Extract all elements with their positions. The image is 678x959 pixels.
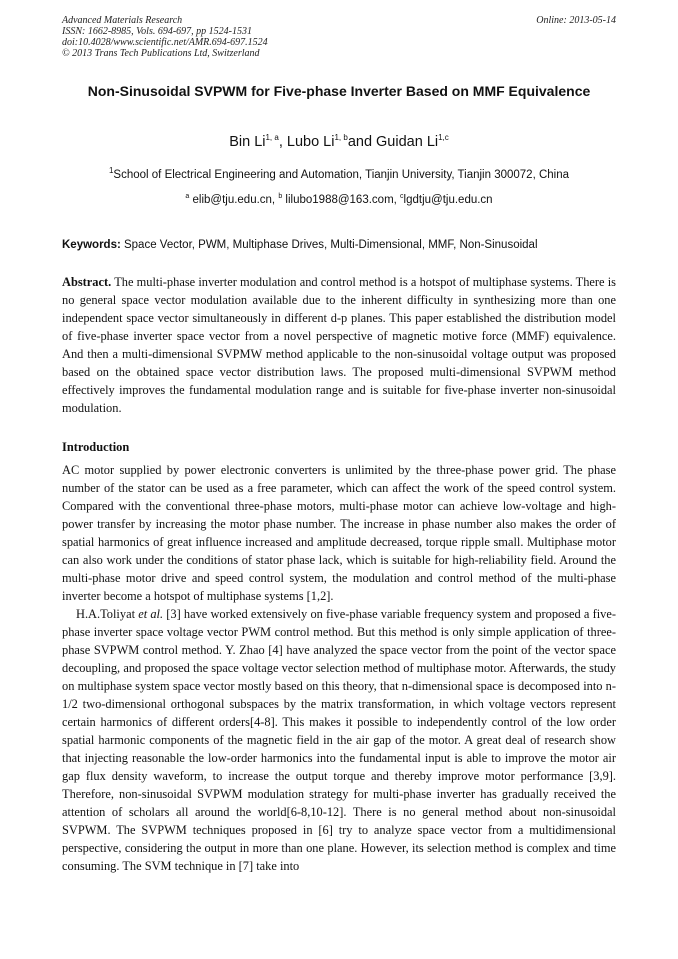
paragraph-text: [3] have worked extensively on five-phase variable frequency system and proposed a five-phase inverter space voltage vector PWM control method. But this method is only simple application of three-phase SVPWM control method. Y. Zhao [4] have analyzed the space vector from the point of the vector space decoupling, and proposed the space voltage vector selection method of multiphase motor. Afterwards, the study on multiphase system space vector mostly based on this theory, that n-dimensional space is decomposed into n-1/2 two-dimensional orthogonal subspaces by the matrix transformation, in which voltage vectors represent certain harmonics of different orders[4-8]. This makes it possible to independently control of the low order spatial harmonic components of the magnetic field in the air gap of the motor. A great deal of research show that injecting reasonable the low-order harmonics into the fundamental input is able to improve the motor air gap flux density waveform, to increase the output torque and thereby improve motor performance [3,9]. Therefore, non-sinusoidal SVPWM modulation strategy for multi-phase inverter has gradually received the attention of scholars all around the world[6-8,10-12]. There is no general method about non-sinusoidal SVPWM. The SVPWM techniques proposed in [6] try to analyze space vector from a multidimensional perspective, considering the output in more than one plane. However, its selection method is complex and time consuming. The SVM technique in [7] take into	[62, 607, 616, 873]
author-name: , Lubo Li	[278, 134, 335, 150]
online-date: Online: 2013-05-14	[536, 15, 616, 26]
paragraph: AC motor supplied by power electronic converters is unlimited by the three-phase power grid. The phase number of the stator can be used as a free parameter, which can affect the work of the speed control system. Compared with the conventional three-phase motors, multi-phase motor can achieve low-voltage and high-power transfer by increasing the motor phase number. The increase in phase number also makes the order of spatial harmonics of great influence increased and amplitude decreased, torque ripple small. Multiphase motor can also work under the conditions of stator phase lack, which is suitable for high-reliability field. Around the multi-phase motor drive and speed control system, the modulation and control method of the multi-phase inverter become a hotspot of multiphase systems [1,2].	[62, 463, 616, 603]
et-al: et al.	[138, 607, 164, 621]
email-link[interactable]: lgdtju@tju.edu.cn	[403, 194, 493, 206]
paper-title: Non-Sinusoidal SVPWM for Five-phase Inverter Based on MMF Equivalence	[87, 83, 591, 99]
paragraph-text: H.A.Toliyat	[76, 607, 139, 621]
abstract	[62, 273, 616, 417]
journal-copyright: © 2013 Trans Tech Publications Ltd, Switzerland	[62, 48, 260, 59]
keywords	[62, 238, 616, 252]
section-heading: Introduction	[62, 440, 130, 454]
keywords-text: Space Vector, PWM, Multiphase Drives, Multi-Dimensional, MMF, Non-Sinusoidal	[120, 239, 538, 251]
affiliation-superscript: 1	[108, 166, 114, 176]
journal-name: Advanced Materials Research	[62, 15, 183, 26]
introduction-body	[62, 461, 616, 875]
author-superscript: 1, b	[334, 133, 348, 143]
author-name: Bin Li	[229, 134, 266, 150]
abstract-label: Abstract.	[62, 275, 112, 289]
email-superscript: b	[278, 193, 283, 201]
author-list	[62, 133, 616, 151]
author-emails	[62, 193, 616, 207]
email-link[interactable]: elib@tju.edu.cn,	[189, 194, 279, 206]
author-superscript: 1,c	[438, 133, 449, 143]
journal-header	[62, 15, 268, 59]
email-superscript: a	[185, 193, 190, 201]
paragraph	[62, 605, 616, 875]
email-superscript: c	[400, 193, 404, 201]
author-superscript: 1, a	[265, 133, 279, 143]
author-name: and Guidan Li	[347, 134, 439, 150]
keywords-label: Keywords:	[62, 239, 121, 251]
journal-issn: ISSN: 1662-8985, Vols. 694-697, pp 1524-1531	[62, 26, 252, 37]
affiliation-text: School of Electrical Engineering and Automation, Tianjin University, Tianjin 300072, China	[113, 169, 570, 181]
affiliation	[62, 168, 616, 182]
abstract-text: The multi-phase inverter modulation and control method is a hotspot of multiphase systems. There is no general space vector modulation available due to the inherent difficulty in synthesizing more than one independent space vector simultaneously in different d-p planes. This paper established the distribution model of five-phase inverter space vector from a novel perspective of magnetic motive force (MMF) equivalence. And then a multi-dimensional SVPMW method applicable to the non-sinusoidal voltage output was proposed based on the obtained space vector distribution laws. The proposed multi-dimensional SVPWM method effectively improves the fundamental modulation range and is suitable for five-phase inverter non-sinusoidal modulation.	[62, 275, 616, 415]
journal-doi: doi:10.4028/www.scientific.net/AMR.694-697.1524	[62, 37, 268, 48]
email-link[interactable]: lilubo1988@163.com,	[282, 194, 401, 206]
